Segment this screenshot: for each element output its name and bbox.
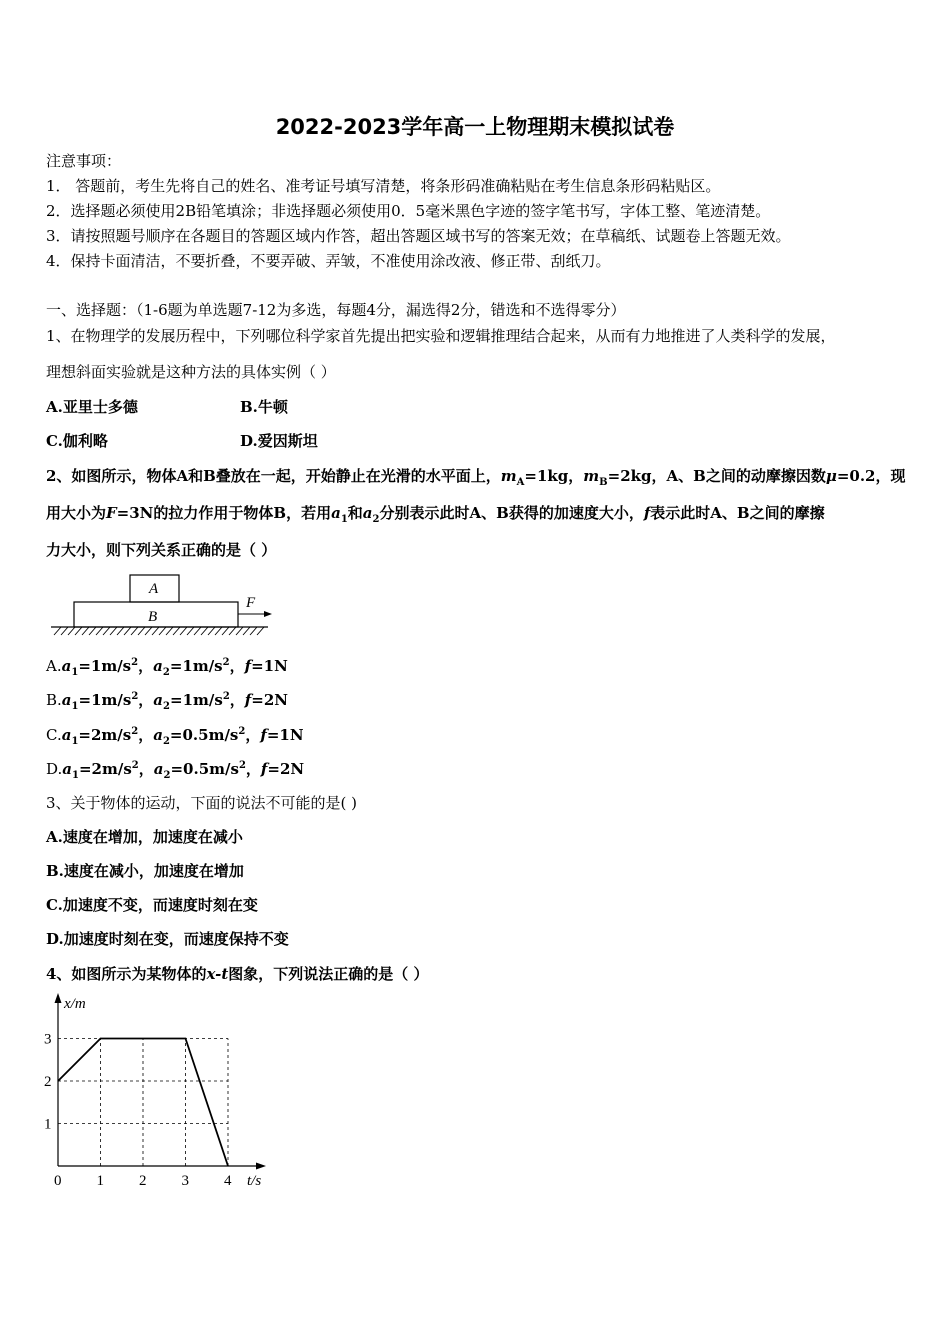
q1-stem-line1: 1、在物理学的发展历程中，下列哪位科学家首先提出把实验和逻辑推理结合起来，从而有力地推进了人类科学的发展， xyxy=(46,327,836,345)
q2-blocks-figure xyxy=(46,570,278,642)
notice-item-4: 4．保持卡面清洁，不要折叠，不要弄破、弄皱，不准使用涂改液、修正带、刮纸刀。 xyxy=(46,252,611,270)
ground-hatch xyxy=(54,627,264,635)
notice-item-1: 1． 答题前，考生先将自己的姓名、准考证号填写清楚，将条形码准确粘贴在考生信息条形码粘贴区。 xyxy=(46,177,721,195)
q2-option-d: $D.a_1=2m/s^2$，$a_2=0.5m/s^2$，f=2N xyxy=(46,760,305,781)
q2-stem-line2: 用大小为F=3N的拉力作用于物体B，若用$a_1$和$a_2$分别表示此时A、B获得的加速度大小，f表示此时A、B之间的摩擦 xyxy=(46,504,825,525)
block-a-label: A xyxy=(149,581,159,597)
q1-option-d: D.爱因斯坦 xyxy=(240,432,318,450)
y-tick-label: 3 xyxy=(44,1031,52,1048)
notice-item-3: 3．请按照题号顺序在各题目的答题区域内作答，超出答题区域书写的答案无效；在草稿纸、试题卷上答题无效。 xyxy=(46,227,791,245)
x-axis-label: t/s xyxy=(247,1173,262,1189)
force-label: F xyxy=(246,595,256,611)
q1-option-a: A.亚里士多德 xyxy=(46,398,138,416)
q4-xt-graph xyxy=(40,988,280,1193)
q4-stem: 4、如图所示为某物体的x-t图象，下列说法正确的是（ ） xyxy=(46,965,429,983)
q2-stem-line3: 力大小，则下列关系正确的是（ ） xyxy=(46,541,277,559)
y-axis-label: x/m xyxy=(64,996,86,1012)
y-tick-label: 2 xyxy=(44,1074,52,1090)
notice-item-2: 2．选择题必须使用2B铅笔填涂；非选择题必须使用0．5毫米黑色字迹的签字笔书写，字体工整、笔迹清楚。 xyxy=(46,202,771,220)
x-tick-label: 4 xyxy=(224,1173,232,1189)
x-tick-label: 3 xyxy=(181,1173,189,1189)
q3-option-a: A.速度在增加，加速度在减小 xyxy=(46,828,243,846)
q2-option-a: $A.a_1=1m/s^2$，$a_2=1m/s^2$，f=1N xyxy=(46,657,288,678)
q2-option-b: $B.a_1=1m/s^2$，$a_2=1m/s^2$，f=2N xyxy=(46,691,288,712)
q1-option-c: C.伽利略 xyxy=(46,432,108,450)
q2-option-c: $C.a_1=2m/s^2$，$a_2=0.5m/s^2$，f=1N xyxy=(46,726,304,747)
y-axis-arrow xyxy=(55,993,62,1003)
q2-stem-line1: 2、如图所示，物体A和B叠放在一起，开始静止在光滑的水平面上，$m_A=1kg$，$m_B=2kg$，A、B之间的动摩擦因数μ=0.2，现 xyxy=(46,467,906,488)
x-tick-label: 0 xyxy=(54,1173,62,1189)
x-tick-label: 2 xyxy=(139,1173,147,1189)
q3-option-c: C.加速度不变，而速度时刻在变 xyxy=(46,896,258,914)
section-heading: 一、选择题：（1-6题为单选题7-12为多选，每题4分，漏选得2分，错选和不选得零分） xyxy=(46,301,626,319)
notice-heading: 注意事项： xyxy=(46,152,122,170)
q3-stem: 3、关于物体的运动，下面的说法不可能的是( ) xyxy=(46,794,358,812)
q3-option-b: B.速度在减小，加速度在增加 xyxy=(46,862,244,880)
x-tick-label: 1 xyxy=(96,1173,104,1189)
q3-option-d: D.加速度时刻在变，而速度保持不变 xyxy=(46,930,289,948)
page-title: 2022-2023学年高一上物理期末模拟试卷 xyxy=(275,115,675,139)
graph-grid xyxy=(58,1039,228,1167)
q1-option-b: B.牛顿 xyxy=(240,398,288,416)
x-axis-arrow xyxy=(256,1163,266,1170)
y-tick-label: 1 xyxy=(44,1116,52,1133)
force-arrow-head xyxy=(264,611,272,617)
q1-stem-line2: 理想斜面实验就是这种方法的具体实例（ ） xyxy=(46,363,336,381)
block-b-label: B xyxy=(148,609,158,625)
